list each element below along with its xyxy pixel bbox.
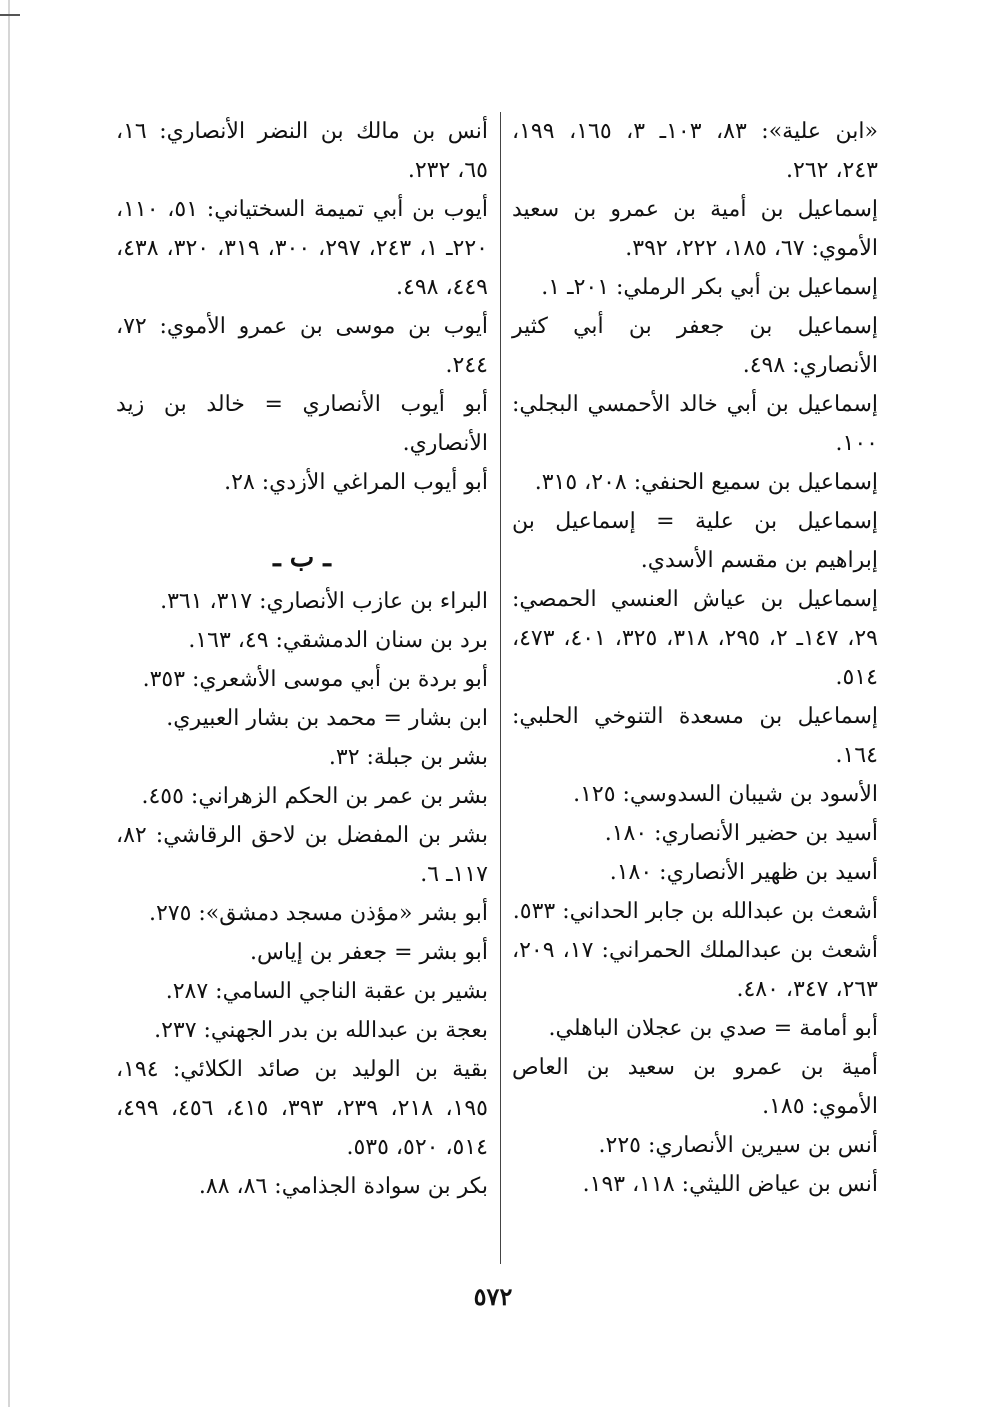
index-entry: أنس بن عياض الليثي: ١١٨، ١٩٣. [582,1172,878,1197]
index-entry: أبو بشر = جعفر بن إياس. [249,940,488,965]
index-entry: الأسود بن شيبان السدوسي: ١٢٥. [573,782,878,807]
index-entry: ابن بشار = محمد بن بشار العبيري. [166,706,488,731]
index-entry: بشر بن جبلة: ٣٢. [328,745,488,770]
index-entry: إسماعيل بن مسعدة التنوخي الحلبي: ١٦٤. [512,704,878,768]
index-entry: بشير بن عقبة الناجي السامي: ٢٨٧. [165,979,488,1004]
index-entry: أنس بن سيرين الأنصاري: ٢٢٥. [598,1133,878,1158]
index-entry: أبو بردة بن أبي موسى الأشعري: ٣٥٣. [142,667,488,692]
scan-edge-line [8,0,10,1407]
index-entry: أسيد بن حضير الأنصاري: ١٨٠. [604,821,878,846]
index-entry: أشعث بن عبدالله بن جابر الحداني: ٥٣٣. [512,899,878,924]
column-divider [500,112,501,1264]
scan-top-mark [0,14,20,16]
index-entry: إسماعيل بن أبي بكر الرملي: ٢٠١ـ ١. [541,275,878,300]
index-entry: بقية بن الوليد بن صائد الكلائي: ١٩٤، ١٩٥، ٢١٨، ٢٣٩، ٣٩٣، ٤١٥، ٤٥٦، ٤٩٩، ٥١٤، ٥٢٠، ٥٣٥. [116,1057,488,1160]
index-entry: أشعث بن عبدالملك الحمراني: ١٧، ٢٠٩، ٢٦٣، ٣٤٧، ٤٨٠. [512,938,879,1002]
index-entry: بعجة بن عبدالله بن بدر الجهني: ٢٣٧. [154,1018,488,1043]
right-index-column [512,112,878,1204]
index-entry: بشر بن عمر بن الحكم الزهراني: ٤٥٥. [141,784,488,809]
index-entry: أبو أمامة = صدي بن عجلان الباهلي. [548,1016,878,1041]
left-index-column [116,112,488,1206]
index-entry: أبو أيوب الأنصاري = خالد بن زيد الأنصاري. [116,392,488,456]
index-entry: إسماعيل بن عياش العنسي الحمصي: ٢٩، ١٤٧ـ ٢، ٢٩٥، ٣١٨، ٣٢٥، ٤٠١، ٤٧٣، ٥١٤. [512,587,878,690]
index-entry: أبو أيوب المراغي الأزدي: ٢٨. [224,470,488,495]
index-entry: أمية بن عمرو بن سعيد بن العاص الأموي: ١٨٥. [512,1055,878,1119]
index-entry: إسماعيل بن أمية بن عمرو بن سعيد الأموي: ٦٧، ١٨٥، ٢٢٢، ٣٩٢. [512,197,878,261]
index-entry: أيوب بن أبي تميمة السختياني: ٥١، ١١٠، ٢٢٠ـ ١، ٢٤٣، ٢٩٧، ٣٠٠، ٣١٩، ٣٢٠، ٤٣٨، ٤٤٩، ٤٩٨. [116,197,488,300]
index-entry: إسماعيل بن أبي خالد الأحمسي البجلي: ١٠٠. [512,392,878,456]
index-entry: بشر بن المفضل بن لاحق الرقاشي: ٨٢، ١١٧ـ ٦. [116,823,488,887]
index-entry: أنس بن مالك بن النضر الأنصاري: ١٦، ٦٥، ٢٣٢. [116,119,488,183]
index-entry: إسماعيل بن جعفر بن أبي كثير الأنصاري: ٤٩٨. [512,314,878,378]
index-entry: أبو بشر «مؤذن مسجد دمشق»: ٢٧٥. [148,901,488,926]
left-column-entries-bottom [116,582,488,1206]
index-entry: إسماعيل بن سميع الحنفي: ٢٠٨، ٣١٥. [534,470,878,495]
index-entry: برد بن سنان الدمشقي: ٤٩، ١٦٣. [188,628,488,653]
index-entry: أيوب بن موسى بن عمرو الأموي: ٧٢، ٢٤٤. [116,314,488,378]
index-entry: إسماعيل بن علية = إسماعيل بن إبراهيم بن مقسم الأسدي. [512,509,878,573]
left-column-entries-top [116,112,488,502]
section-heading-ba: ـ ب ـ [273,543,331,573]
index-entry: أسيد بن ظهير الأنصاري: ١٨٠. [609,860,878,885]
index-entry: «ابن علية»: ٨٣، ١٠٣ـ ٣، ١٦٥، ١٩٩، ٢٤٣، ٢٦٢. [512,119,878,183]
index-entry: بكر بن سوادة الجذامي: ٨٦، ٨٨. [198,1174,488,1199]
index-entry: البراء بن عازب الأنصاري: ٣١٧، ٣٦١. [160,589,488,614]
page-number: ٥٧٢ [473,1282,513,1311]
